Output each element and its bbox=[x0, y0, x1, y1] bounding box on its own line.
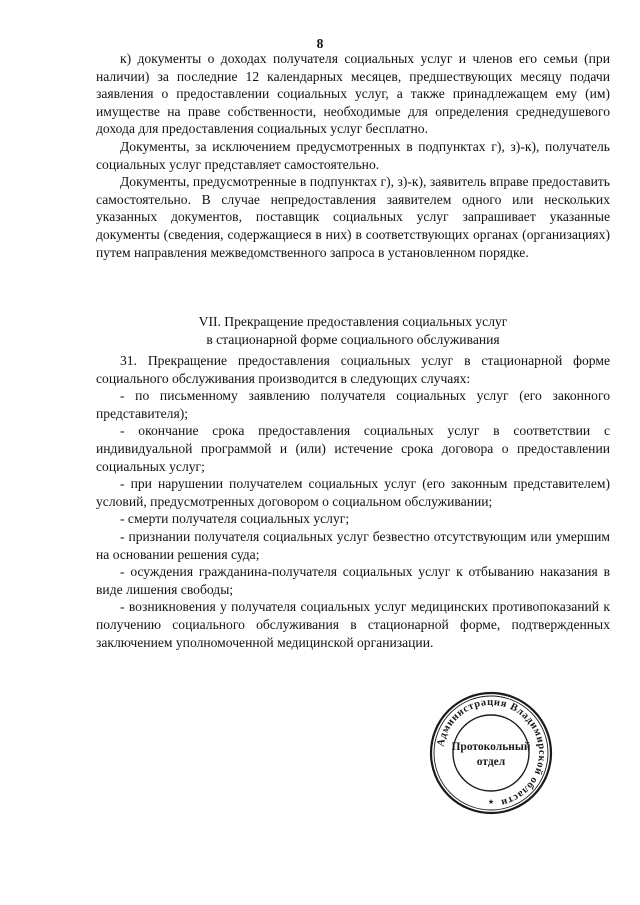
stamp-inner-ring bbox=[453, 715, 529, 791]
official-stamp bbox=[428, 690, 554, 816]
paragraph-documents-self: Документы, за исключением предусмотренных в подпунктах г), з)-к), получатель социальных услуг представляет самостоятельно. bbox=[96, 138, 610, 172]
section-heading bbox=[96, 313, 610, 349]
stamp-ring-text: Администрация Владимирской области bbox=[435, 696, 548, 808]
stamp-center-line-2: отдел bbox=[476, 756, 506, 768]
stamp-center-line-1: Протокольный bbox=[451, 741, 531, 753]
paragraph-documents-income: к) документы о доходах получателя социальных услуг и членов его семьи (при наличии) за последние 12 календарных месяцев, предшествующих месяцу подачи заявления о предоставлении социальных услуг, а также принадлежащем ему (им) имуществе на праве собственности, необходимые для определения среднедушевого дохода для предоставления социальных услуг бесплатно. bbox=[96, 51, 610, 137]
documents-section bbox=[96, 50, 610, 261]
list-item-contraindications: - возникновения у получателя социальных услуг медицинских противопоказаний к получению социального обслуживания в стационарной форме, подтвержденных заключением уполномоченной медицинской организации. bbox=[96, 599, 610, 650]
list-item-violation: - при нарушении получателем социальных услуг (его законным представителем) условий, предусмотренных договором о социальном обслуживании; bbox=[96, 476, 610, 509]
list-item-term-expiry: - окончание срока предоставления социальных услуг в соответствии с индивидуальной программой и (или) истечение срока договора о предоставлении социальных услуг; bbox=[96, 423, 610, 474]
list-item-conviction: - осуждения гражданина-получателя социальных услуг к отбыванию наказания в виде лишения свободы; bbox=[96, 564, 610, 597]
list-item-written-request: - по письменному заявлению получателя социальных услуг (его законного представителя); bbox=[96, 388, 610, 421]
list-item-missing: - признании получателя социальных услуг безвестно отсутствующим или умершим на основании решения суда; bbox=[96, 528, 610, 562]
page-number: 8 bbox=[316, 36, 324, 51]
stamp-star-icon: ★ bbox=[487, 798, 495, 806]
stamp-outer-ring bbox=[431, 693, 551, 813]
paragraph-31-intro: 31. Прекращение предоставления социальных услуг в стационарной форме социального обслуживания производится в следующих случаях: bbox=[96, 353, 610, 386]
section-heading-line-1: VII. Прекращение предоставления социальных услуг bbox=[198, 314, 508, 329]
paragraph-documents-optional: Документы, предусмотренные в подпунктах г), з)-к), заявитель вправе предоставить самостоятельно. В случае непредоставления заявителем одного или нескольких указанных документов, поставщик социальных услуг запрашивает указанные документы (сведения, содержащиеся в них) в соответствующих органах (организациях) путем направления межведомственного запроса в установленном порядке. bbox=[96, 174, 610, 260]
list-item-death: - смерти получателя социальных услуг; bbox=[120, 511, 350, 527]
stamp-outer-ring-thin bbox=[434, 696, 548, 810]
termination-section bbox=[96, 352, 610, 651]
section-heading-line-2: в стационарной форме социального обслуживания bbox=[206, 332, 500, 347]
